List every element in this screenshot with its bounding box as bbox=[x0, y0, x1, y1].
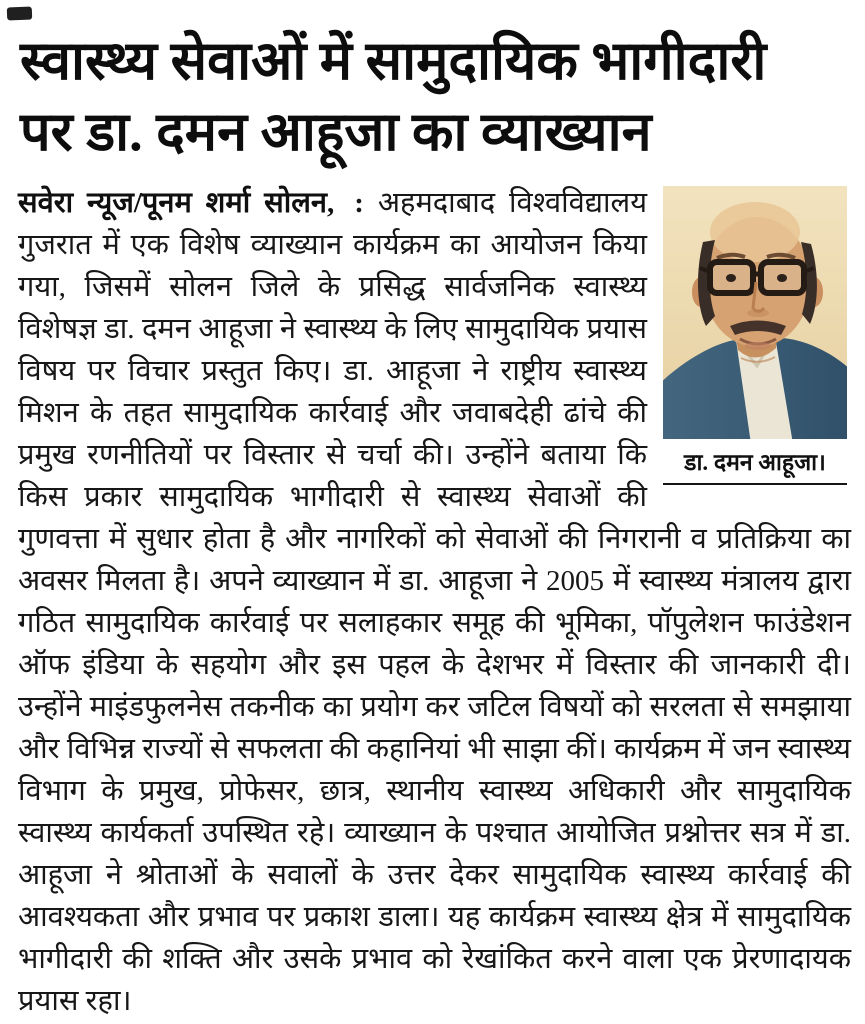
headline-line-1: स्वास्थ्य सेवाओं में सामुदायिक भागीदारी bbox=[20, 31, 767, 91]
portrait-photo-illustration bbox=[663, 186, 847, 439]
dateline: अहमदाबाद bbox=[377, 187, 496, 219]
photo-figure bbox=[663, 186, 847, 485]
byline-separator: : bbox=[354, 187, 364, 219]
photo-caption: डा. दमन आहूजा। bbox=[684, 450, 826, 475]
article-headline bbox=[0, 0, 865, 178]
portrait-photo bbox=[663, 186, 847, 439]
caption-divider bbox=[663, 483, 847, 485]
scan-artifact-mark bbox=[7, 7, 32, 21]
headline-line-2: पर डा. दमन आहूजा का व्याख्यान bbox=[20, 102, 652, 162]
article-body bbox=[0, 178, 865, 1022]
article-text: विश्वविद्यालय गुजरात में एक विशेष व्याख्यान कार्यक्रम का आयोजन किया गया, जिसमें सोलन जिले के प्रसिद्ध सार्वजनिक स्वास्थ्य विशेषज्ञ डा. दमन आहूजा ने स्वास्थ्य के लिए सामुदायिक प्रयास विषय पर विचार प्रस्तुत किए। डा. आहूजा ने राष्ट्रीय स्वास्थ्य मिशन के तहत सामुदायिक कार्रवाई और जवाबदेही ढांचे की प्रमुख रणनीतियों पर विस्तार से चर्चा की। उन्होंने बताया कि किस प्रकार सामुदायिक भागीदारी से स्वास्थ्य सेवाओं की गुणवत्ता में सुधार होता है और नागरिकों को सेवाओं की निगरानी व प्रतिक्रिया का अवसर मिलता है। अपने व्याख्यान में डा. आहूजा ने 2005 में स्वास्थ्य मंत्रालय द्वारा गठित सामुदायिक कार्रवाई पर सलाहकार समूह की भूमिका, पॉपुलेशन फाउंडेशन ऑफ इंडिया के सहयोग और इस पहल के देशभर में विस्तार की जानकारी दी। उन्होंने माइंडफुलनेस तकनीक का प्रयोग कर जटिल विषयों को सरलता से समझाया और विभिन्न राज्यों से सफलता की कहानियां भी साझा कीं। कार्यक्रम में जन स्वास्थ्य विभाग के प्रमुख, प्रोफेसर, छात्र, स्थानीय स्वास्थ्य अधिकारी और सामुदायिक स्वास्थ्य कार्यकर्ता उपस्थित रहे। व्याख्यान के पश्चात आयोजित प्रश्नोत्तर सत्र में डा. आहूजा ने श्रोताओं के सवालों के उत्तर देकर सामुदायिक स्वास्थ्य कार्रवाई की आवश्यकता और प्रभाव पर प्रकाश डाला। यह कार्यक्रम स्वास्थ्य क्षेत्र में सामुदायिक भागीदारी की शक्ति और उसके प्रभाव को रेखांकित करने वाला एक प्रेरणादायक प्रयास रहा। bbox=[18, 187, 851, 1017]
byline-credit: सवेरा न्यूज/पूनम शर्मा सोलन, bbox=[18, 187, 335, 219]
